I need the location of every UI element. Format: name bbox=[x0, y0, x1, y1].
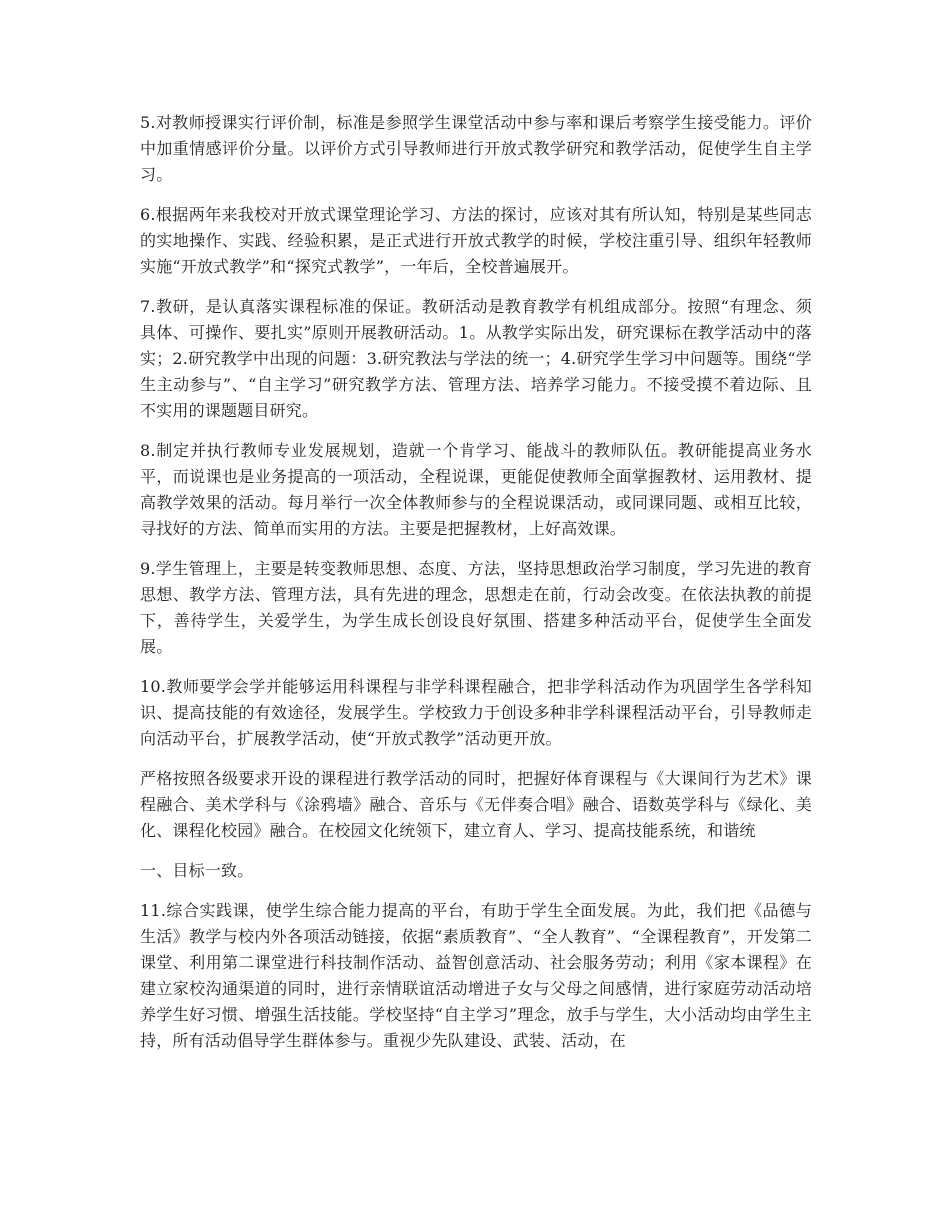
paragraph-curriculum-integration: 严格按照各级要求开设的课程进行教学活动的同时，把握好体育课程与《大课间行为艺术》课程融合、美术学科与《涂鸦墙》融合、音乐与《无伴奏合唱》融合、语数英学科与《绿化、美化、课程化校园》融合。在校园文化统领下，建立育人、学习、提高技能系统，和谐统 bbox=[140, 769, 812, 840]
paragraph-item-7: 7.教研，是认真落实课程标准的保证。教研活动是教育教学有机组成部分。按照“有理念、须具体、可操作、要扎实”原则开展教研活动。1。从教学实际出发，研究课标在教学活动中的落实；2.研究教学中出现的问题：3.研究教法与学法的统一；4.研究学生学习中问题等。围绕“学生主动参与”、“自主学习”研究教学方法、管理方法、培养学习能力。不接受摸不着边际、且不实用的课题题目研究。 bbox=[140, 297, 812, 420]
paragraph-item-10: 10.教师要学会学并能够运用科课程与非学科课程融合，把非学科活动作为巩固学生各学科知识、提高技能的有效途径，发展学生。学校致力于创设多种非学科课程活动平台，引导教师走向活动平台，扩展教学活动，使“开放式教学”活动更开放。 bbox=[140, 677, 812, 748]
paragraph-item-11: 11.综合实践课，使学生综合能力提高的平台，有助于学生全面发展。为此，我们把《品德与生活》教学与校内外各项活动链接，依据“素质教育”、“全人教育”、“全课程教育”，开发第二课堂、利用第二课堂进行科技制作活动、益智创意活动、社会服务劳动；利用《家本课程》在建立家校沟通渠道的同时，进行亲情联谊活动增进子女与父母之间感情，进行家庭劳动活动培养学生好习惯、增强生活技能。学校坚持“自主学习”理念，放手与学生，大小活动均由学生主持，所有活动倡导学生群体参与。重视少先队建设、武装、活动，在 bbox=[140, 901, 812, 1050]
paragraph-item-8: 8.制定并执行教师专业发展规划，造就一个肯学习、能战斗的教师队伍。教研能提高业务水平，而说课也是业务提高的一项活动，全程说课，更能促使教师全面掌握教材、运用教材、提高教学效果的活动。每月举行一次全体教师参与的全程说课活动，或同课同题、或相互比较，寻找好的方法、简单而实用的方法。主要是把握教材，上好高效课。 bbox=[140, 441, 812, 538]
paragraph-item-6: 6.根据两年来我校对开放式课堂理论学习、方法的探讨，应该对其有所认知，特别是某些同志的实地操作、实践、经验积累，是正式进行开放式教学的时候，学校注重引导、组织年轻教师实施“开放式教学”和“探究式教学”，一年后，全校普遍展开。 bbox=[140, 205, 812, 276]
paragraph-item-5: 5.对教师授课实行评价制，标准是参照学生课堂活动中参与率和课后考察学生接受能力。评价中加重情感评价分量。以评价方式引导教师进行开放式教学研究和教学活动，促使学生自主学习。 bbox=[140, 113, 812, 184]
document-body bbox=[140, 110, 812, 1068]
paragraph-item-9: 9.学生管理上，主要是转变教师思想、态度、方法，坚持思想政治学习制度，学习先进的教育思想、教学方法、管理方法，具有先进的理念，思想走在前，行动会改变。在依法执教的前提下，善待学生，关爱学生，为学生成长创设良好氛围、搭建多种活动平台，促使学生全面发展。 bbox=[140, 559, 812, 656]
paragraph-goal-consistency: 一、目标一致。 bbox=[140, 861, 254, 880]
